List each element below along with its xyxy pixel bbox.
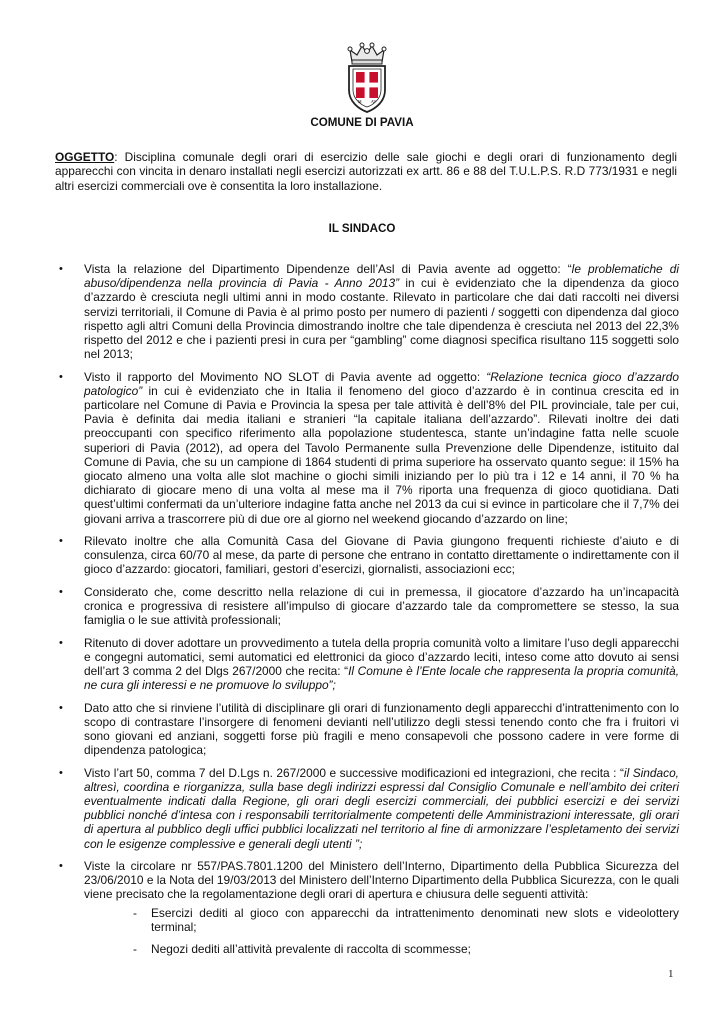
dash-marker: - [133,942,137,957]
subject-paragraph [55,150,677,193]
bullet-icon: • [59,766,63,779]
crown-icon [348,43,386,64]
sub-list-item: - Negozi dediti all’attività prevalente di raccolta di scommesse; [133,942,471,957]
list-item: • Rilevato inoltre che alla Comunità Casa del Giovane di Pavia giungono frequenti richieste d’aiuto e di consulenza, circa 60/70 al mese, da parte di persone che entrano in contatto direttamente o indirettamente con il gioco d’azzardo: giocatori, familiari, gestori d’esercizi, giornalisti, associazioni ecc; [59,534,679,577]
subject-label: OGGETTO [55,150,115,164]
city-crest-icon [340,40,394,116]
bullet-icon: • [59,636,63,649]
subject-text: : Disciplina comunale degli orari di esercizio delle sale giochi e degli orari di funzionamento degli apparecchi con vincita in denaro installati negli esercizi autorizzati ex artt. 86 e 88 del T.U.L.P.S. R.D 773/1931 e negli altri esercizi commerciali ove è consentita la loro installazione. [55,150,677,193]
list-item: • Visto il rapporto del Movimento NO SLOT di Pavia avente ad oggetto: “Relazione tecnica gioco d’azzardo patologico” in cui è evidenziato che in Italia il fenomeno del gioco d’azzardo è in continua crescita ed in particolare nel Comune di Pavia e Provincia la spesa per tale attività è dell’8% del PIL provinciale, tale per cui, Pavia è definita dai media italiani e stranieri “la capitale italiana dell’azzardo”. Rilevati inoltre dei dati preoccupanti con specifico riferimento alla popolazione studentesca, stante un’indagine fatta nelle scuole superiori di Pavia (2012), ad opera del Tavolo Permanente sulla Prevenzione delle Dipendenze, istituito dal Comune di Pavia, che su un campione di 1864 studenti di prima superiore ha osservato quanto segue: il 15% ha giocato almeno una volta alle slot machine o giochi simili iniziando per lo più tra i 12 e 14 anni, il 70 % ha dichiarato di giocare meno di una volta al mese ma il 7% riporta una frequenza di gioco quotidiana. Dati quest’ultimi confermati da un’ulteriore indagine fatta anche nel 2013 da cui si evince in particolare che il 7,7% dei giovani arriva a trascorrere più di due ore al giorno nel weekend giocando d’azzardo on line; [59,369,679,526]
list-item: • Ritenuto di dover adottare un provvedimento a tutela della propria comunità volto a limitare l’uso degli apparecchi e congegni automatici, semi automatici ed elettronici da gioco d’azzardo leciti, inteso come atto dovuto ai sensi dell’art 3 comma 2 del Dlgs 267/2000 che recita: “Il Comune è l’Ente locale che rappresenta la propria comunità, ne cura gli interessi e ne promuove lo sviluppo”; [59,635,680,693]
bullet-icon: • [59,535,63,548]
municipality-title: COMUNE DI PAVIA [310,116,414,129]
recitals-list [55,262,679,964]
bullet-icon: • [59,860,63,873]
authority-heading: IL SINDACO [328,222,396,235]
page-number: 1 [668,968,674,980]
bullet-icon: • [59,701,63,714]
bullet-icon: • [59,585,63,598]
crest-letters-left: M [358,99,362,104]
dash-marker: - [133,905,137,920]
list-item: • Vista la relazione del Dipartimento Dipendenze dell’Asl di Pavia avente ad oggetto: “le problematiche di abuso/dipendenza nella provincia di Pavia - Anno 2013” in cui è evidenziato che la dipendenza da gioco d’azzardo è cresciuta negli ultimi anni in modo costante. Rilevato in particolare che dai dati raccolti nei diversi servizi territoriali, il Comune di Pavia è al primo posto per numero di pazienti / soggetti con dipendenza dal gioco rispetto agli altri Comuni della Provincia dimostrando inoltre che tale dipendenza è cresciuta nel 2013 del 22,3% rispetto del 2012 e che i pazienti presi in cura per “gambling” come diagnosi specifica risultano 115 soggetti solo nel 2013; [59,262,679,362]
crest-letters-right: AV [371,99,377,104]
bullet-icon: • [59,370,63,383]
list-item: • Visto l’art 50, comma 7 del D.Lgs n. 267/2000 e successive modificazioni ed integrazioni, che recita : “il Sindaco, altresì, coordina e riorganizza, sulla base degli indirizzi espressi dal Consiglio Comunale e nell’ambito dei criteri eventualmente indicati dalla Regione, gli orari degli esercizi commerciali, dei pubblici esercizi e dei servizi pubblici nonché d’intesa con i responsabili territorialmente competenti delle Amministrazioni interessate, gli orari di apertura al pubblico degli uffici pubblici localizzati nel territorio al fine di armonizzare l’espletamento dei servizi con le esigenze complessive e generali degli utenti ”; [59,765,679,851]
sub-list-item: - Esercizi dediti al gioco con apparecchi da intrattenimento denominati new slots e videolottery terminal; [133,905,679,934]
list-item: • Dato atto che si rinviene l’utilità di disciplinare gli orari di funzionamento degli apparecchi d’intrattenimento con lo scopo di contrastare l’insorgere di fenomeni devianti nell’utilizzo degli stessi tenendo conto che fra i fruitori vi sono giovani ed anziani, soggetti forse più fragili e meno consapevoli che possono cadere in vere forme di dipendenza patologica; [59,700,679,758]
list-item: • Considerato che, come descritto nella relazione di cui in premessa, il giocatore d’azzardo ha un’incapacità cronica e progressiva di resistere all’impulso di giocare d’azzardo tale da compromettere se stesso, la sua famiglia o le sue attività professionali; [59,584,679,628]
list-item: • Viste la circolare nr 557/PAS.7801.1200 del Ministero dell’Interno, Dipartimento della Pubblica Sicurezza del 23/06/2010 e la Nota del 19/03/2013 del Ministero dell’Interno Dipartimento della Pubblica Sicurezza, con le quali viene precisato che la regolamentazione degli orari di apertura e chiusura delle seguenti attività: - Esercizi dediti al gioco con apparecchi da intrattenimento denominati new slots e videolottery terminal; - Negozi dediti all’attività prevalente di raccolta di scommesse; [59,859,679,957]
bullet-icon: • [59,263,63,275]
